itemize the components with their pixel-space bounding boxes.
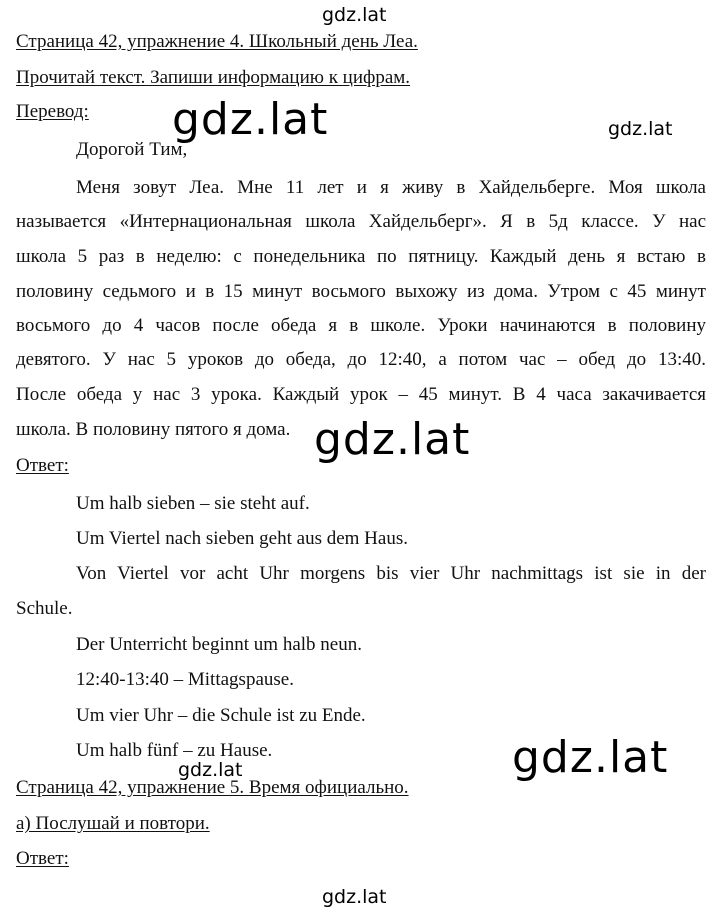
watermark-large-1: gdz.lat <box>172 94 329 145</box>
answer-item: Von Viertel vor acht Uhr morgens bis vier Uhr nachmittags ist sie in der <box>76 563 706 584</box>
watermark-large-3: gdz.lat <box>512 732 669 783</box>
answer-item: Um halb sieben – sie steht auf. <box>76 493 310 514</box>
heading-exercise-4: Страница 42, упражнение 4. Школьный день Леа. <box>16 31 418 52</box>
answer-item: Um halb fünf – zu Hause. <box>76 740 273 761</box>
translation-label: Перевод: <box>16 101 89 122</box>
letter-line: девятого. У нас 5 уроков до обеда, до 12:40, а потом час – обед до 13:40. <box>16 349 706 370</box>
letter-line: Меня зовут Леа. Мне 11 лет и я живу в Хайдельберге. Моя школа <box>76 177 706 198</box>
watermark-top: gdz.lat <box>322 4 387 26</box>
answer-item: Der Unterricht beginnt um halb neun. <box>76 634 362 655</box>
heading-exercise-5: Страница 42, упражнение 5. Время официально. <box>16 777 409 798</box>
answer-item: Um vier Uhr – die Schule ist zu Ende. <box>76 705 366 726</box>
watermark-large-2: gdz.lat <box>314 414 471 465</box>
answer-item: Um Viertel nach sieben geht aus dem Haus. <box>76 528 408 549</box>
letter-line: восьмого до 4 часов после обеда я в школе. Уроки начинаются в половину <box>16 315 706 336</box>
answer-label: Ответ: <box>16 455 69 476</box>
letter-greeting: Дорогой Тим, <box>76 139 188 160</box>
answer-item: 12:40-13:40 – Mittagspause. <box>76 669 294 690</box>
answer-label-2: Ответ: <box>16 848 69 869</box>
letter-line: После обеда у нас 3 урока. Каждый урок – 45 минут. В 4 часа закачивается <box>16 384 706 405</box>
answer-item: Schule. <box>16 598 73 619</box>
letter-line: называется «Интернациональная школа Хайдельберг». Я в 5д классе. У нас <box>16 211 706 232</box>
task-exercise-5: а) Послушай и повтори. <box>16 813 210 834</box>
task-exercise-4: Прочитай текст. Запиши информацию к цифрам. <box>16 67 411 88</box>
watermark-mid: gdz.lat <box>178 759 243 781</box>
letter-line: половину седьмого и в 15 минут восьмого выхожу из дома. Утром с 45 минут <box>16 281 706 302</box>
watermark-right: gdz.lat <box>608 118 673 140</box>
letter-line: школа 5 раз в неделю: с понедельника по пятницу. Каждый день я встаю в <box>16 246 706 267</box>
watermark-bottom: gdz.lat <box>322 886 387 908</box>
letter-line: школа. В половину пятого я дома. <box>16 419 291 440</box>
